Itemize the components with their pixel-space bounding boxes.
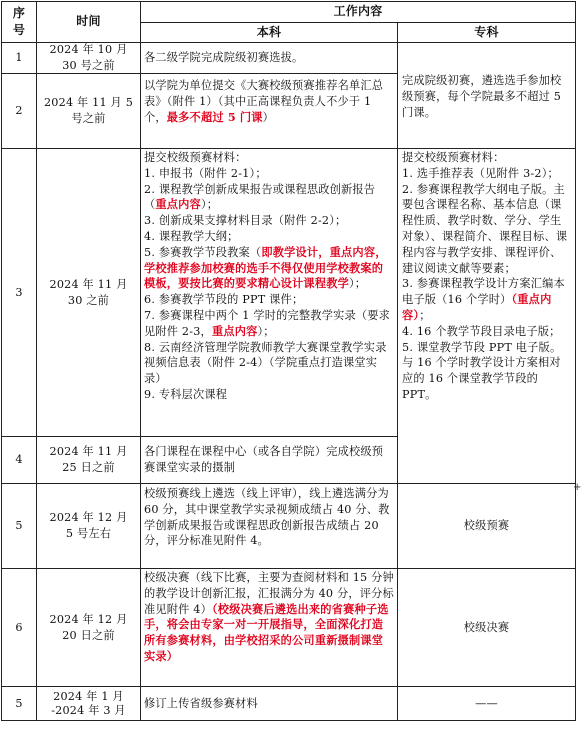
- row6-seq: 6: [15, 620, 23, 634]
- row12-junior-merged: 完成院级初赛，遴选选手参加校级预赛，每个学院最多不超过 5 门课。: [402, 74, 562, 119]
- row6-time: 2024 年 12 月 20 日之前: [49, 612, 128, 642]
- row5-undergrad: 校级预赛线上遴选（线上评审），线上遴选满分为 60 分，其中课堂教学实录视频成绩占 40 分、教学创新成果报告或课程思政创新报告成绩占 20 分，评分标准见附件 4。: [144, 487, 390, 548]
- header-seq: 序号: [12, 6, 26, 37]
- row3-highlight-2: 即教学设计，重点内容，学校推荐参加校赛的选手不得仅使用学校教案的模板，要按比赛的要求精心设计课程教学: [144, 244, 387, 291]
- row3-time: 2024 年 11 月 30 之前: [49, 277, 128, 307]
- row7-undergrad: 修订上传省级参赛材料: [144, 697, 258, 710]
- header-undergrad: 本科: [256, 24, 282, 39]
- header-time: 时间: [76, 14, 101, 29]
- row6-junior: 校级决赛: [463, 620, 510, 634]
- row3-highlight-1: 重点内容: [155, 197, 201, 212]
- row2-time: 2024 年 11 月 5 号之前: [43, 96, 134, 125]
- row4-seq: 4: [15, 453, 23, 467]
- row2-seq: 2: [15, 104, 23, 118]
- row5-seq: 5: [15, 519, 23, 533]
- row6-highlight: （校级决赛后遴选出来的省赛种子选手，将会由专家一对一开展指导，全面深化打造所有参赛材料，由学校招采的公司重新摄制课堂实录）: [144, 601, 389, 663]
- row7-time: 2024 年 1 月 -2024 年 3 月: [51, 689, 126, 717]
- junior-highlight: （重点内容）: [402, 292, 552, 322]
- row5-time: 2024 年 12 月 5 号左右: [49, 511, 128, 540]
- row3-undergrad: 提交校级预赛材料： 1. 申报书（附件 2-1）； 2. 课程教学创新成果报告或课程思政创新报告（重点内容）； 3. 创新成果支撑材料目录（附件 2-2）； 4. 课程教学大纲； 5. 参赛教学节段教案（即教学设计，重点内容，学校推荐参加校赛的选手不得仅使用学校教案的模板，要按比赛的要求精心设计课程教学）； 6. 参赛教学节段的 PPT 课件； 7. 参赛课程中两个 1 学时的完整教学实录（要求见附件 2-3，重点内容）； 8. 云南经济管理学院教师教学大赛课堂教学实录视频信息表（附件 2-4）（学院重点打造课堂实录） 9. 专科层次课程: [144, 151, 391, 401]
- table-resize-handle[interactable]: +: [573, 482, 581, 493]
- row7-junior: ——: [475, 696, 498, 710]
- row6-undergrad: 校级决赛（线下比赛，主要为查阅材料和 15 分钟的教学设计创新汇报，汇报满分为 40 分，评分标准见附件 4）（校级决赛后遴选出来的省赛种子选手，将会由专家一对一开展指导，全面深化打造所有参赛材料，由学校招采的公司重新摄制课堂实录）: [144, 571, 394, 663]
- header-work-content: 工作内容: [333, 4, 383, 19]
- row5-junior: 校级预赛: [463, 519, 510, 533]
- row2-undergrad-highlight: 最多不超过 5 门课: [166, 109, 263, 124]
- row4-time: 2024 年 11 月 25 日之前: [49, 445, 128, 474]
- row4-undergrad: 各门课程在课程中心（或各自学院）完成校级预赛课堂实录的摄制: [144, 445, 384, 474]
- header-junior: 专科: [474, 24, 499, 39]
- row3-seq: 3: [15, 285, 23, 299]
- row1-time: 2024 年 10 月 30 号之前: [49, 43, 128, 72]
- row34-junior-merged: 提交校级预赛材料： 1. 选手推荐表（见附件 3-2）； 2. 参赛课程教学大纲电子版。主要包含课程名称、基本信息（课程性质、教学时数、学分、学生对象）、课程简介、课程目标、课程内容与教学安排、课程评价、建议阅读文献等要素； 3. 参赛课程教学设计方案汇编本电子版（16 个学时）（重点内容）； 4. 16 个教学节段目录电子版； 5. 课堂教学节段 PPT 电子版。与 16 个学时教学设计方案相对应的 16 个课堂教学节段的 PPT。: [402, 151, 568, 401]
- row2-undergrad: 以学院为单位提交《大赛校级预赛推荐名单汇总表》（附件 1）（其中正高课程负责人不少于 1 个，最多不超过 5 门课）: [144, 79, 384, 124]
- row3-highlight-3: 重点内容: [211, 323, 258, 338]
- row1-undergrad: 各二级学院完成院级初赛选拔。: [144, 51, 304, 64]
- row7-seq: 5: [15, 696, 23, 710]
- row1-seq: 1: [15, 51, 23, 65]
